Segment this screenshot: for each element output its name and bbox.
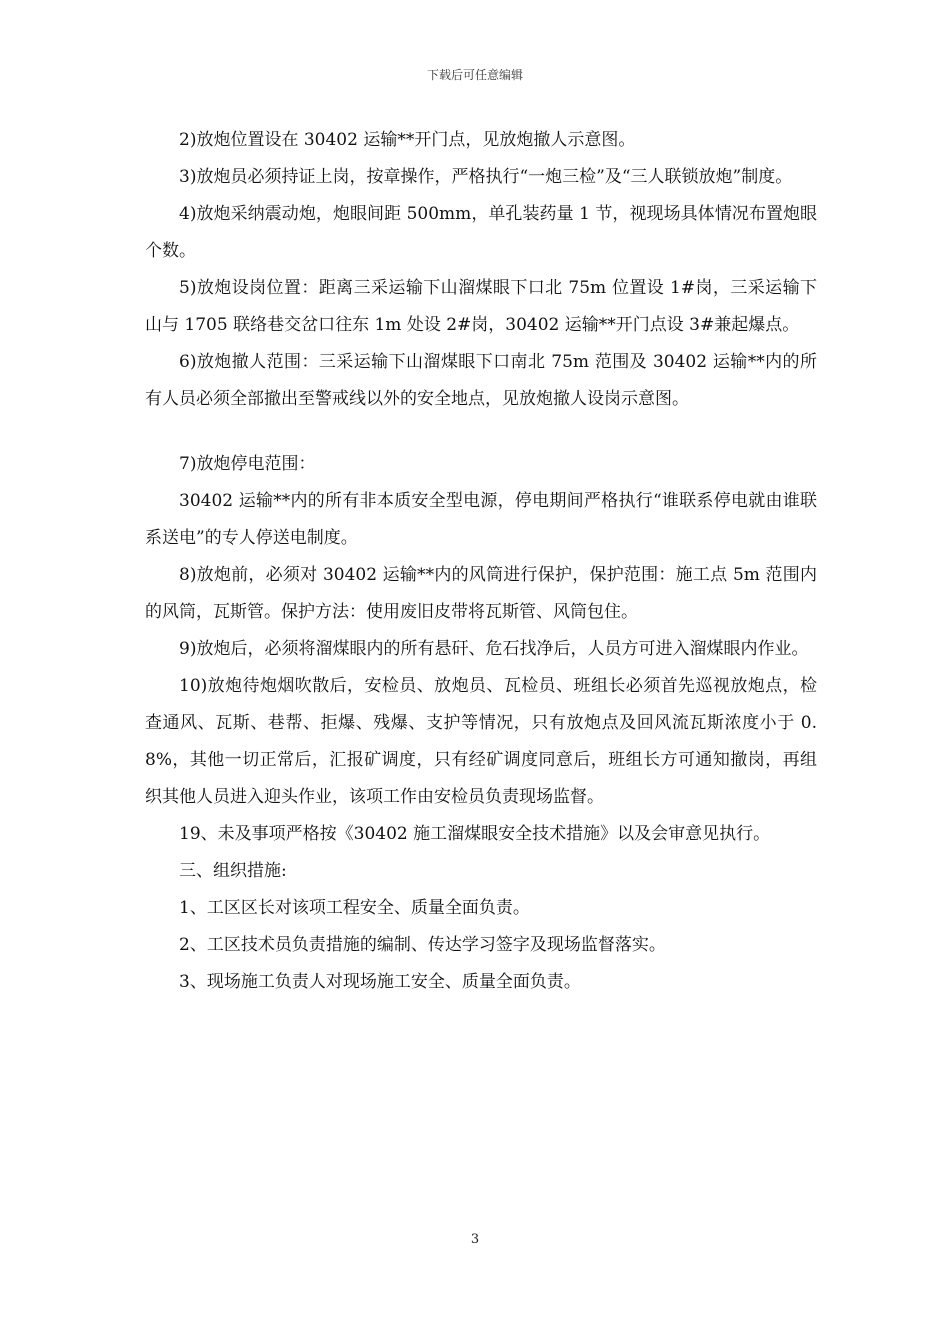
- paragraph-duct-protection: 8)放炮前，必须对 30402 运输**内的风筒进行保护，保护范围：施工点 5m 范围内的风筒，瓦斯管。保护方法：使用废旧皮带将瓦斯管、风筒包住。: [145, 565, 817, 622]
- page-header: 下载后可任意编辑: [426, 68, 523, 82]
- paragraph-post-blast-clearing: 9)放炮后，必须将溜煤眼内的所有悬矸、危石找净后，人员方可进入溜煤眼内作业。: [179, 639, 809, 659]
- document-body: [145, 122, 817, 1001]
- paragraph-evacuation-range: 6)放炮撤人范围：三采运输下山溜煤眼下口南北 75m 范围及 30402 运输**内的所有人员必须全部撤出至警戒线以外的安全地点，见放炮撤人设岗示意图。: [145, 352, 817, 409]
- list-item-district-chief: 1、工区区长对该项工程安全、质量全面负责。: [179, 898, 530, 918]
- page-number: 3: [470, 1232, 480, 1247]
- list-item-technician: 2、工区技术员负责措施的编制、传达学习签字及现场监督落实。: [179, 935, 666, 955]
- section-heading-organization: 三、组织措施:: [179, 861, 287, 881]
- list-item-site-leader: 3、现场施工负责人对现场施工安全、质量全面负责。: [179, 972, 581, 992]
- paragraph-guard-posts: 5)放炮设岗位置：距离三采运输下山溜煤眼下口北 75m 位置设 1#岗，三采运输下山与 1705 联络巷交岔口往东 1m 处设 2#岗，30402 运输**开门点设 3#兼起爆点。: [145, 278, 817, 335]
- paragraph-power-cut-heading: 7)放炮停电范围：: [179, 454, 316, 474]
- paragraph-gap: [145, 418, 817, 446]
- paragraph-blast-method: 4)放炮采纳震动炮，炮眼间距 500mm，单孔装药量 1 节，视现场具体情况布置炮眼个数。: [145, 204, 817, 261]
- paragraph-other-matters: 19、未及事项严格按《30402 施工溜煤眼安全技术措施》以及会审意见执行。: [179, 824, 771, 844]
- paragraph-blaster-certification: 3)放炮员必须持证上岗，按章操作，严格执行“一炮三检”及“三人联锁放炮”制度。: [179, 167, 793, 187]
- paragraph-power-cut-rule: 30402 运输**内的所有非本质安全型电源，停电期间严格执行“谁联系停电就由谁联系送电”的专人停送电制度。: [145, 491, 817, 548]
- paragraph-blast-location: 2)放炮位置设在 30402 运输**开门点，见放炮撤人示意图。: [179, 130, 636, 150]
- paragraph-post-blast-inspection: 10)放炮待炮烟吹散后，安检员、放炮员、瓦检员、班组长必须首先巡视放炮点，检查通风、瓦斯、巷帮、拒爆、残爆、支护等情况，只有放炮点及回风流瓦斯浓度小于 0.8%，其他一切正常后，汇报矿调度，只有经矿调度同意后，班组长方可通知撤岗，再组织其他人员进入迎头作业，该项工作由安检员负责现场监督。: [145, 676, 817, 807]
